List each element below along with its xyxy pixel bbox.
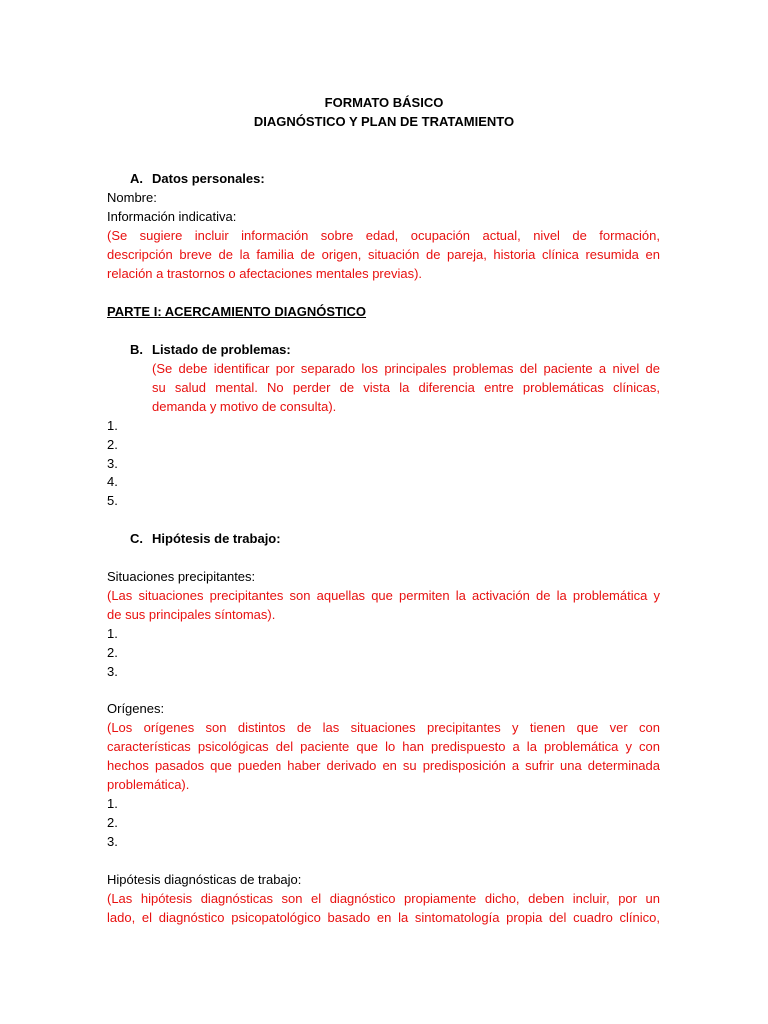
- origenes-note-line: características psicológicas del paciente que lo han predispuesto a la problemática y con: [107, 739, 660, 754]
- problem-list-item: 3.: [107, 456, 118, 471]
- section-b-heading: [130, 340, 291, 359]
- problem-list-item: 2.: [107, 437, 118, 452]
- precipitantes-note-line: de sus principales síntomas).: [107, 607, 276, 622]
- section-b-note-line: demanda y motivo de consulta).: [152, 399, 337, 414]
- section-b-letter: B.: [130, 342, 143, 357]
- precipitantes-label: Situaciones precipitantes:: [107, 569, 256, 584]
- section-b-title: Listado de problemas:: [152, 342, 291, 357]
- origenes-list-item: 2.: [107, 815, 118, 830]
- section-a-title: Datos personales:: [152, 171, 265, 186]
- part-1-heading: PARTE I: ACERCAMIENTO DIAGNÓSTICO: [107, 304, 367, 319]
- section-c-heading: [130, 529, 281, 548]
- problem-list-item: 1.: [107, 418, 118, 433]
- precipitantes-note-line: (Las situaciones precipitantes son aquellas que permiten la activación de la problemática y: [107, 588, 660, 603]
- origenes-note-line: (Los orígenes son distintos de las situaciones precipitantes y tienen que ver con: [107, 720, 660, 735]
- origenes-note-line: problemática).: [107, 777, 190, 792]
- section-a-note-line: (Se sugiere incluir información sobre edad, ocupación actual, nivel de formación,: [107, 228, 660, 243]
- section-c-title: Hipótesis de trabajo:: [152, 531, 281, 546]
- origenes-list-item: 3.: [107, 834, 118, 849]
- precipitantes-list-item: 2.: [107, 645, 118, 660]
- document-title: FORMATO BÁSICO: [324, 95, 444, 110]
- hipotesis-note-line: lado, el diagnóstico psicopatológico basado en la sintomatología propia del cuadro clínico,: [107, 910, 660, 925]
- section-a-heading: [130, 169, 265, 188]
- origenes-label: Orígenes:: [107, 701, 165, 716]
- hipotesis-note-line: (Las hipótesis diagnósticas son el diagnóstico propiamente dicho, deben incluir, por un: [107, 891, 660, 906]
- precipitantes-list-item: 1.: [107, 626, 118, 641]
- origenes-note-line: hechos pasados que pueden haber derivado en su predisposición a sufrir una determinada: [107, 758, 660, 773]
- section-a-note-line: descripción breve de la familia de origen, situación de pareja, historia clínica resumida en: [107, 247, 660, 262]
- hipotesis-label: Hipótesis diagnósticas de trabajo:: [107, 872, 302, 887]
- document-subtitle: DIAGNÓSTICO Y PLAN DE TRATAMIENTO: [253, 114, 515, 129]
- section-a-letter: A.: [130, 171, 143, 186]
- origenes-list-item: 1.: [107, 796, 118, 811]
- problem-list-item: 4.: [107, 474, 118, 489]
- section-c-letter: C.: [130, 531, 143, 546]
- info-label: Información indicativa:: [107, 209, 237, 224]
- section-b-note-line: su salud mental. No perder de vista la diferencia entre problemáticas clínicas,: [152, 380, 660, 395]
- name-label: Nombre:: [107, 190, 157, 205]
- section-a-note-line: relación a trastornos o afectaciones mentales previas).: [107, 266, 423, 281]
- precipitantes-list-item: 3.: [107, 664, 118, 679]
- problem-list-item: 5.: [107, 493, 118, 508]
- section-b-note-line: (Se debe identificar por separado los principales problemas del paciente a nivel de: [152, 361, 660, 376]
